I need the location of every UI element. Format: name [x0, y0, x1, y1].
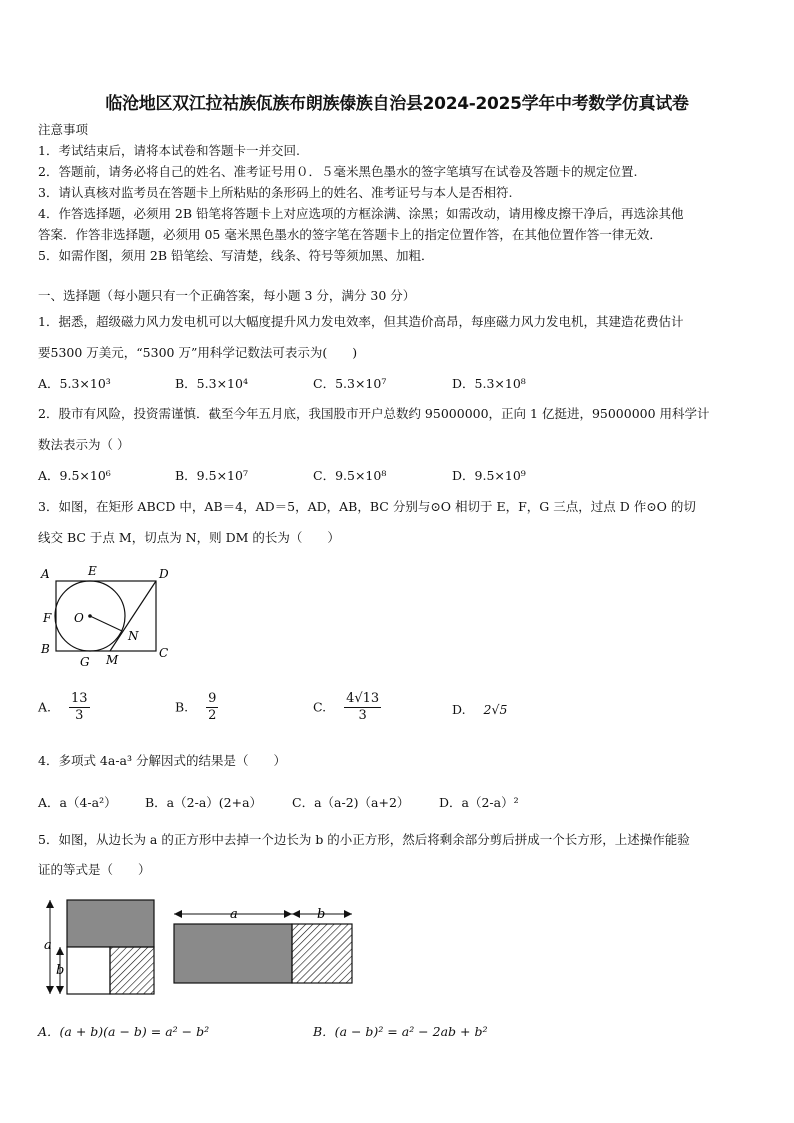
q1-option-c: C．5.3×10⁷ — [313, 376, 387, 391]
question-2-text-2: 数法表示为（ ） — [38, 437, 130, 452]
figure-label-a-left: a — [44, 938, 52, 953]
q3-option-b-label: B. — [175, 699, 189, 715]
figure-label-b: B — [41, 642, 50, 656]
figure-label-a-top: a — [230, 907, 238, 922]
question-1-text-2: 要5300 万美元，“5300 万”用科学记数法可表示为( ) — [38, 345, 358, 360]
q2-option-c: C．9.5×10⁸ — [313, 468, 387, 483]
figure-label-g: G — [80, 655, 90, 669]
question-1-text: 1．据悉，超级磁力风力发电机可以大幅度提升风力发电效率，但其造价高昂，每座磁力风力发电机，其建造花费估计 — [38, 314, 684, 329]
figure-label-o: O — [74, 611, 84, 625]
question-3-text-2: 线交 BC 于点 M，切点为 N，则 DM 的长为（ ） — [38, 530, 340, 545]
q4-option-c: C．a（a-2)（a+2） — [292, 795, 410, 810]
q5-rectangle-figure — [170, 904, 360, 989]
figure-label-f: F — [43, 611, 52, 625]
figure-label-e: E — [88, 564, 97, 578]
q3-option-d — [452, 702, 507, 718]
section-heading: 一、选择题（每小题只有一个正确答案，每小题 3 分，满分 30 分） — [38, 288, 416, 303]
q3-option-a-numerator: 13 — [69, 692, 90, 708]
notice-item: 4．作答选择题，必须用 2B 铅笔将答题卡上对应选项的方框涂满、涂黑；如需改动，请用橡皮擦干净后，再选涂其他 — [38, 206, 684, 221]
question-3-text: 3．如图，在矩形 ABCD 中，AB＝4，AD＝5，AD，AB，BC 分别与⊙O 相切于 E，F，G 三点，过点 D 作⊙O 的切 — [38, 499, 696, 514]
figure-label-b-top: b — [317, 907, 326, 922]
q1-option-a: A．5.3×10³ — [38, 376, 111, 391]
q3-option-b-fraction — [206, 692, 218, 724]
q3-option-d-label: D. — [452, 702, 466, 717]
q2-option-a: A．9.5×10⁶ — [38, 468, 111, 483]
q3-option-a-denominator: 3 — [75, 708, 84, 724]
q3-option-a — [38, 692, 90, 724]
q3-option-c-numerator: 4√13 — [344, 692, 381, 708]
q2-option-b: B．9.5×10⁷ — [175, 468, 248, 483]
figure-label-d: D — [159, 567, 169, 581]
q3-option-c-label: C. — [313, 699, 327, 715]
q3-option-d-value: 2√5 — [483, 702, 508, 717]
figure-label-a: A — [41, 567, 50, 581]
q2-option-d: D．9.5×10⁹ — [452, 468, 526, 483]
question-5-text-2: 证的等式是（ ） — [38, 862, 151, 877]
q4-option-a: A．a（4-a²） — [38, 795, 117, 810]
notice-item: 1．考试结束后，请将本试卷和答题卡一并交回. — [38, 143, 300, 158]
q3-option-c — [313, 692, 381, 724]
notice-item: 5．如需作图，须用 2B 铅笔绘、写清楚，线条、符号等须加黑、加粗． — [38, 248, 434, 263]
q5-option-a: A．(a + b)(a − b) = a² − b² — [38, 1024, 210, 1039]
q3-option-c-denominator: 3 — [358, 708, 367, 724]
notice-item: 答案．作答非选择题，必须用 05 毫米黑色墨水的签字笔在答题卡上的指定位置作答，在其他位置作答一律无效． — [38, 227, 662, 242]
q1-option-b: B．5.3×10⁴ — [175, 376, 248, 391]
q4-option-b: B．a（2-a）(2+a） — [145, 795, 263, 810]
q3-option-b — [175, 692, 218, 724]
question-4-text: 4．多项式 4a-a³ 分解因式的结果是（ ） — [38, 753, 286, 768]
q3-rectangle-circle-figure — [36, 562, 176, 672]
figure-label-b-left: b — [56, 963, 65, 978]
page-title: 临沧地区双江拉祜族佤族布朗族傣族自治县2024-2025学年中考数学仿真试卷 — [105, 94, 689, 114]
q3-option-b-numerator: 9 — [206, 692, 218, 708]
figure-label-m: M — [106, 653, 119, 667]
notice-item: 3．请认真核对监考员在答题卡上所粘贴的条形码上的姓名、准考证号与本人是否相符. — [38, 185, 513, 200]
notice-heading: 注意事项 — [38, 122, 89, 137]
question-5-text: 5．如图，从边长为 a 的正方形中去掉一个边长为 b 的小正方形，然后将剩余部分剪后拼成一个长方形，上述操作能验 — [38, 832, 690, 847]
q5-square-figure — [38, 894, 158, 999]
q4-option-d: D．a（2-a）² — [439, 795, 519, 810]
figure-label-n: N — [128, 629, 139, 643]
q3-option-a-label: A. — [38, 699, 52, 715]
q1-option-d: D．5.3×10⁸ — [452, 376, 526, 391]
q5-option-b: B．(a − b)² = a² − 2ab + b² — [313, 1024, 488, 1039]
q3-option-b-denominator: 2 — [208, 708, 217, 724]
figure-label-c: C — [159, 646, 169, 660]
q3-option-c-fraction — [344, 692, 381, 724]
q3-option-a-fraction — [69, 692, 90, 724]
notice-item: 2．答题前，请务必将自己的姓名、准考证号用０．５毫米黑色墨水的签字笔填写在试卷及答题卡的规定位置. — [38, 164, 638, 179]
question-2-text: 2．股市有风险，投资需谨慎．截至今年五月底，我国股市开户总数约 95000000，正向 1 亿挺进，95000000 用科学计 — [38, 406, 710, 421]
